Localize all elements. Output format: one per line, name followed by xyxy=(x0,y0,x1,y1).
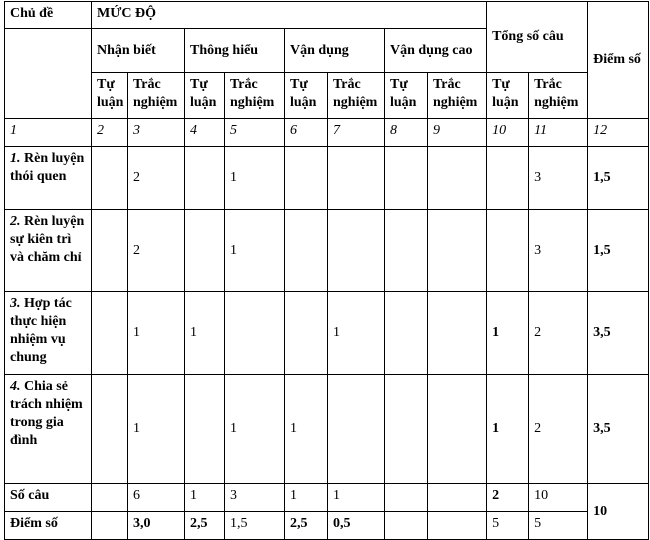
data-cell xyxy=(92,292,128,375)
data-cell: 1 xyxy=(285,375,328,484)
data-cell: 1 xyxy=(328,292,385,375)
header-nhan-biet: Nhận biết xyxy=(92,29,185,73)
data-cell: 1 xyxy=(225,375,285,484)
column-number: 5 xyxy=(225,119,285,147)
topic-number: 1. xyxy=(10,151,21,166)
table-row xyxy=(5,147,649,210)
so-cau-cell xyxy=(92,484,128,512)
data-cell xyxy=(328,210,385,292)
so-cau-cell: 1 xyxy=(285,484,328,512)
topic-number: 4. xyxy=(10,379,21,394)
topic-title: Rèn luyện thói quen xyxy=(10,151,85,184)
data-cell: 3 xyxy=(529,210,588,292)
table-row xyxy=(5,292,649,375)
subheader-trac-nghiem: Trắc nghiệm xyxy=(529,73,588,119)
so-cau-cell xyxy=(385,484,428,512)
data-cell xyxy=(185,147,225,210)
data-cell xyxy=(92,210,128,292)
topic-cell xyxy=(5,375,92,484)
column-number: 7 xyxy=(328,119,385,147)
data-cell xyxy=(92,147,128,210)
subheader-tu-luan: Tự luận xyxy=(487,73,529,119)
data-cell xyxy=(328,375,385,484)
data-cell xyxy=(328,147,385,210)
so-cau-cell: 3 xyxy=(225,484,285,512)
data-cell: 1 xyxy=(487,375,529,484)
subheader-tu-luan: Tự luận xyxy=(185,73,225,119)
column-number: 1 xyxy=(5,119,92,147)
data-cell: 1 xyxy=(225,147,285,210)
data-cell: 2 xyxy=(128,147,185,210)
so-cau-cell: 10 xyxy=(529,484,588,512)
diem-so-cell: 5 xyxy=(529,512,588,540)
subheader-trac-nghiem: Trắc nghiệm xyxy=(128,73,185,119)
diem-so-cell: 1,5 xyxy=(225,512,285,540)
topic-number: 2. xyxy=(10,214,21,229)
column-number: 2 xyxy=(92,119,128,147)
data-cell xyxy=(487,147,529,210)
header-tong-so-cau: Tổng số câu xyxy=(487,2,588,73)
topic-cell xyxy=(5,147,92,210)
table-row xyxy=(5,210,649,292)
diem-cell: 1,5 xyxy=(588,210,649,292)
topic-cell xyxy=(5,292,92,375)
total-diem: 10 xyxy=(588,484,649,540)
diem-so-cell: 5 xyxy=(487,512,529,540)
header-thong-hieu: Thông hiểu xyxy=(185,29,285,73)
topic-cell xyxy=(5,210,92,292)
data-cell xyxy=(285,210,328,292)
topic-number: 3. xyxy=(10,296,21,311)
data-cell xyxy=(285,292,328,375)
data-cell xyxy=(385,375,428,484)
data-cell: 2 xyxy=(128,210,185,292)
column-number: 8 xyxy=(385,119,428,147)
column-number: 12 xyxy=(588,119,649,147)
subheader-trac-nghiem: Trắc nghiệm xyxy=(328,73,385,119)
so-cau-cell: 1 xyxy=(328,484,385,512)
subheader-tu-luan: Tự luận xyxy=(385,73,428,119)
data-cell: 1 xyxy=(487,292,529,375)
so-cau-cell xyxy=(428,484,487,512)
data-cell xyxy=(285,147,328,210)
subheader-trac-nghiem: Trắc nghiệm xyxy=(225,73,285,119)
subheader-tu-luan: Tự luận xyxy=(92,73,128,119)
data-cell xyxy=(428,147,487,210)
diem-cell: 3,5 xyxy=(588,375,649,484)
header-van-dung-cao: Vận dụng cao xyxy=(385,29,487,73)
column-number: 11 xyxy=(529,119,588,147)
diem-so-cell: 2,5 xyxy=(285,512,328,540)
data-cell xyxy=(487,210,529,292)
data-cell: 1 xyxy=(185,292,225,375)
data-cell: 3 xyxy=(529,147,588,210)
column-number: 3 xyxy=(128,119,185,147)
so-cau-cell: 1 xyxy=(185,484,225,512)
data-cell: 2 xyxy=(529,375,588,484)
header-muc-do: MỨC ĐỘ xyxy=(92,2,487,29)
matrix-table xyxy=(4,1,649,540)
so-cau-label: Số câu xyxy=(5,484,92,512)
diem-so-cell: 2,5 xyxy=(185,512,225,540)
data-cell: 1 xyxy=(225,210,285,292)
topic-title: Rèn luyện sự kiên trì và chăm chỉ xyxy=(10,214,85,265)
diem-so-cell xyxy=(428,512,487,540)
diem-cell: 3,5 xyxy=(588,292,649,375)
data-cell: 1 xyxy=(128,375,185,484)
column-number: 6 xyxy=(285,119,328,147)
so-cau-cell: 2 xyxy=(487,484,529,512)
subheader-tu-luan: Tự luận xyxy=(285,73,328,119)
data-cell xyxy=(385,147,428,210)
topic-title: Hợp tác thực hiện nhiệm vụ chung xyxy=(10,296,72,365)
header-diem-so: Điểm số xyxy=(588,2,649,119)
data-cell xyxy=(225,292,285,375)
header-van-dung: Vận dụng xyxy=(285,29,385,73)
data-cell xyxy=(428,292,487,375)
diem-so-cell xyxy=(385,512,428,540)
header-chu-de-blank xyxy=(5,29,92,119)
header-chu-de: Chủ đề xyxy=(5,2,92,29)
table-row xyxy=(5,375,649,484)
diem-cell: 1,5 xyxy=(588,147,649,210)
so-cau-cell: 6 xyxy=(128,484,185,512)
diem-so-cell xyxy=(92,512,128,540)
data-cell xyxy=(92,375,128,484)
data-cell xyxy=(428,375,487,484)
column-number: 4 xyxy=(185,119,225,147)
diem-so-label: Điểm số xyxy=(5,512,92,540)
diem-so-cell: 3,0 xyxy=(128,512,185,540)
data-cell xyxy=(385,210,428,292)
data-cell: 2 xyxy=(529,292,588,375)
data-cell xyxy=(385,292,428,375)
data-cell: 1 xyxy=(128,292,185,375)
data-cell xyxy=(185,375,225,484)
subheader-trac-nghiem: Trắc nghiệm xyxy=(428,73,487,119)
topic-title: Chia sẻ trách nhiệm trong gia đình xyxy=(10,379,83,448)
data-cell xyxy=(428,210,487,292)
column-number: 9 xyxy=(428,119,487,147)
data-cell xyxy=(185,210,225,292)
column-number: 10 xyxy=(487,119,529,147)
diem-so-cell: 0,5 xyxy=(328,512,385,540)
